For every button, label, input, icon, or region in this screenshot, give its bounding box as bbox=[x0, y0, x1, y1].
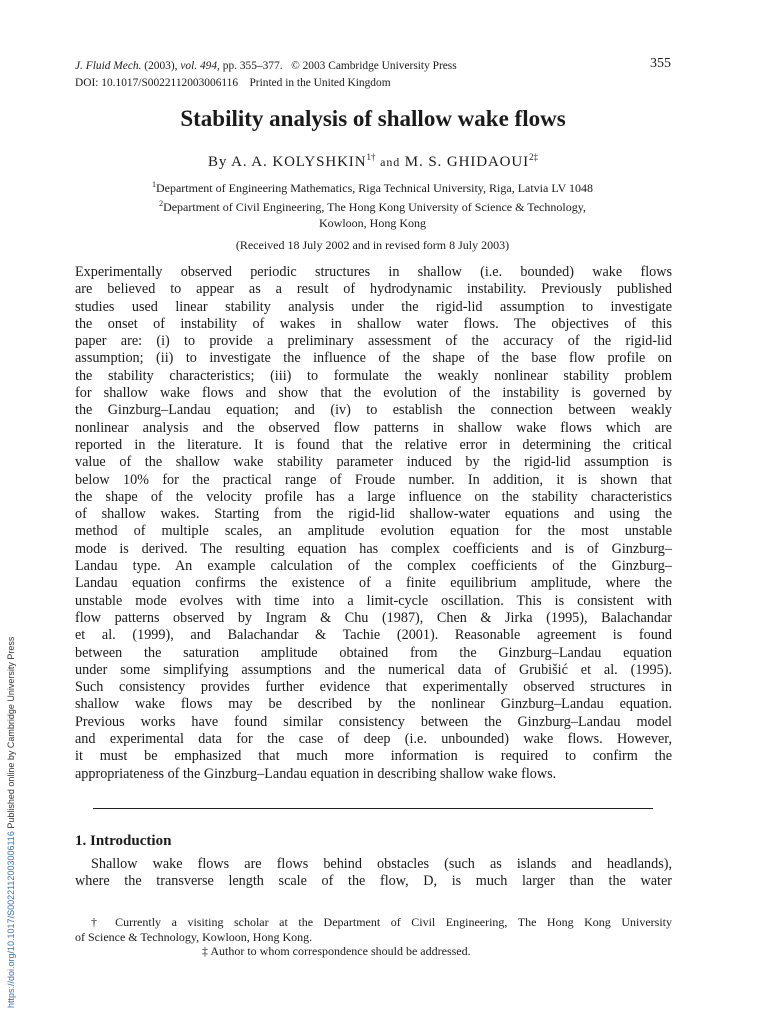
footnote-2: ‡ Author to whom correspondence should be addressed. bbox=[202, 944, 471, 958]
received-dates: (Received 18 July 2002 and in revised form 8 July 2003) bbox=[235, 238, 510, 252]
author-1: A. A. KOLYSHKIN bbox=[231, 154, 367, 170]
abstract-line: for shallow wake flows and show that the evolution of the instability is governed by bbox=[75, 385, 672, 402]
affiliation-2-text: Department of Civil Engineering, The Hong Kong University of Science & Technology, bbox=[163, 200, 586, 214]
abstract-line: the stability characteristics; (iii) to formulate the weakly nonlinear stability problem bbox=[75, 367, 672, 384]
author-line bbox=[0, 152, 746, 171]
abstract-line: under some simplifying assumptions and the numerical data of Grubišić et al. (1995). bbox=[75, 661, 672, 678]
publisher-sidebar bbox=[0, 0, 24, 1024]
section-divider bbox=[93, 808, 653, 809]
abstract-line: shallow wake flows may be described by the nonlinear Ginzburg–Landau equation. bbox=[75, 696, 672, 713]
journal-name: J. Fluid Mech. bbox=[75, 60, 142, 72]
abstract-line: method of multiple scales, an amplitude evolution equation for the most unstable bbox=[75, 523, 672, 540]
and-word: and bbox=[380, 155, 401, 169]
abstract-line: Landau type. An example calculation of the complex coefficients of the Ginzburg– bbox=[75, 558, 672, 575]
abstract-line: Experimentally observed periodic structures in shallow (i.e. bounded) wake flows bbox=[75, 264, 672, 280]
doi-line bbox=[75, 75, 457, 92]
abstract-line: nonlinear analysis and the observed flow patterns in shallow wake flows which are bbox=[75, 419, 672, 436]
journal-header bbox=[75, 58, 457, 92]
abstract-line: of shallow wakes. Starting from the rigid-lid shallow-water equations and using the bbox=[75, 506, 672, 523]
abstract-line: assumption; (ii) to investigate the influence of the shape of the base flow profile on bbox=[75, 350, 672, 367]
section-number: 1. bbox=[75, 833, 87, 849]
affiliation-1-mark: 1 bbox=[151, 180, 156, 189]
author-1-mark: 1† bbox=[366, 152, 376, 162]
journal-year: (2003), bbox=[141, 60, 181, 72]
abstract-line: Landau equation confirms the existence of a finite equilibrium amplitude, where the bbox=[75, 575, 672, 592]
abstract bbox=[75, 264, 672, 783]
introduction-text bbox=[75, 856, 672, 891]
published-online-notice: Published online by Cambridge University Press bbox=[6, 636, 16, 832]
affiliation-2-text-line2: Kowloon, Hong Kong bbox=[319, 216, 426, 230]
section-title: Introduction bbox=[90, 833, 172, 849]
intro-line: where the transverse length scale of the flow, D, is much larger than the water bbox=[75, 873, 672, 890]
abstract-line: et al. (1999), and Balachandar & Tachie (2001). Reasonable agreement is found bbox=[75, 627, 672, 644]
abstract-line: studies used linear stability analysis under the rigid-lid assumption to investigate bbox=[75, 298, 672, 315]
by-word: By bbox=[207, 154, 228, 170]
section-heading bbox=[75, 833, 171, 850]
journal-pages: , pp. 355–377. bbox=[217, 60, 283, 72]
abstract-line: are believed to appear as a result of hydrodynamic instability. Previously published bbox=[75, 281, 672, 298]
abstract-line: appropriateness of the Ginzburg–Landau equation in describing shallow wake flows. bbox=[75, 765, 557, 782]
footnote-1: † Currently a visiting scholar at the Department of Civil Engineering, The Hong Kong University bbox=[91, 915, 672, 929]
abstract-line: the shape of the velocity profile has a large influence on the stability characteristics bbox=[75, 488, 672, 505]
author-2: M. S. GHIDAOUI bbox=[404, 154, 530, 170]
abstract-line: it must be emphasized that much more information is required to confirm the bbox=[75, 748, 672, 765]
footnotes bbox=[75, 915, 672, 959]
printed-notice: Printed in the United Kingdom bbox=[249, 77, 391, 89]
paper-title: Stability analysis of shallow wake flows bbox=[180, 106, 566, 131]
affiliation-2 bbox=[75, 196, 670, 231]
intro-line: Shallow wake flows are flows behind obstacles (such as islands and headlands), bbox=[91, 856, 672, 872]
doi: DOI: 10.1017/S0022112003006116 bbox=[75, 77, 239, 89]
abstract-line: Previous works have found similar consistency between the Ginzburg–Landau model bbox=[75, 713, 672, 730]
abstract-line: the Ginzburg–Landau equation; and (iv) to establish the connection between weakly bbox=[75, 402, 672, 419]
abstract-line: value of the shallow wake stability parameter induced by the rigid-lid assumption is bbox=[75, 454, 672, 471]
affiliation-1-text: Department of Engineering Mathematics, Riga Technical University, Riga, Latvia LV 1048 bbox=[155, 181, 594, 195]
footnote-1-cont: of Science & Technology, Kowloon, Hong Kong. bbox=[75, 929, 313, 944]
abstract-line: between the saturation amplitude obtained from the Ginzburg–Landau equation bbox=[75, 644, 672, 661]
abstract-line: paper are: (i) to provide a preliminary assessment of the accuracy of the rigid-lid bbox=[75, 333, 672, 350]
affiliation-1 bbox=[75, 177, 670, 196]
abstract-line: reported in the literature. It is found that the relative error in determining the critical bbox=[75, 436, 672, 453]
abstract-line: and experimental data for the case of deep (i.e. unbounded) wake flows. However, bbox=[75, 731, 672, 748]
journal-volume: vol. 494 bbox=[180, 60, 218, 72]
citation-line bbox=[75, 58, 457, 75]
doi-link[interactable]: https://doi.org/10.1017/S0022112003006116 bbox=[6, 831, 16, 1008]
copyright-notice: © 2003 Cambridge University Press bbox=[291, 60, 457, 72]
abstract-line: mode is derived. The resulting equation has complex coefficients and is of Ginzburg– bbox=[75, 540, 672, 557]
abstract-line: flow patterns observed by Ingram & Chu (1987), Chen & Jirka (1995), Balachandar bbox=[75, 609, 672, 626]
abstract-line: unstable mode evolves with time into a limit-cycle oscillation. This is consistent with bbox=[75, 592, 672, 609]
page-number: 355 bbox=[650, 56, 671, 71]
affiliation-2-mark: 2 bbox=[159, 199, 164, 208]
abstract-line: below 10% for the practical range of Froude number. In addition, it is shown that bbox=[75, 471, 672, 488]
abstract-line: the onset of instability of wakes in shallow water flows. The objectives of this bbox=[75, 315, 672, 332]
abstract-line: Such consistency provides further evidence that experimentally observed structures in bbox=[75, 679, 672, 696]
sidebar-text bbox=[6, 637, 16, 1008]
author-2-mark: 2‡ bbox=[529, 152, 539, 162]
